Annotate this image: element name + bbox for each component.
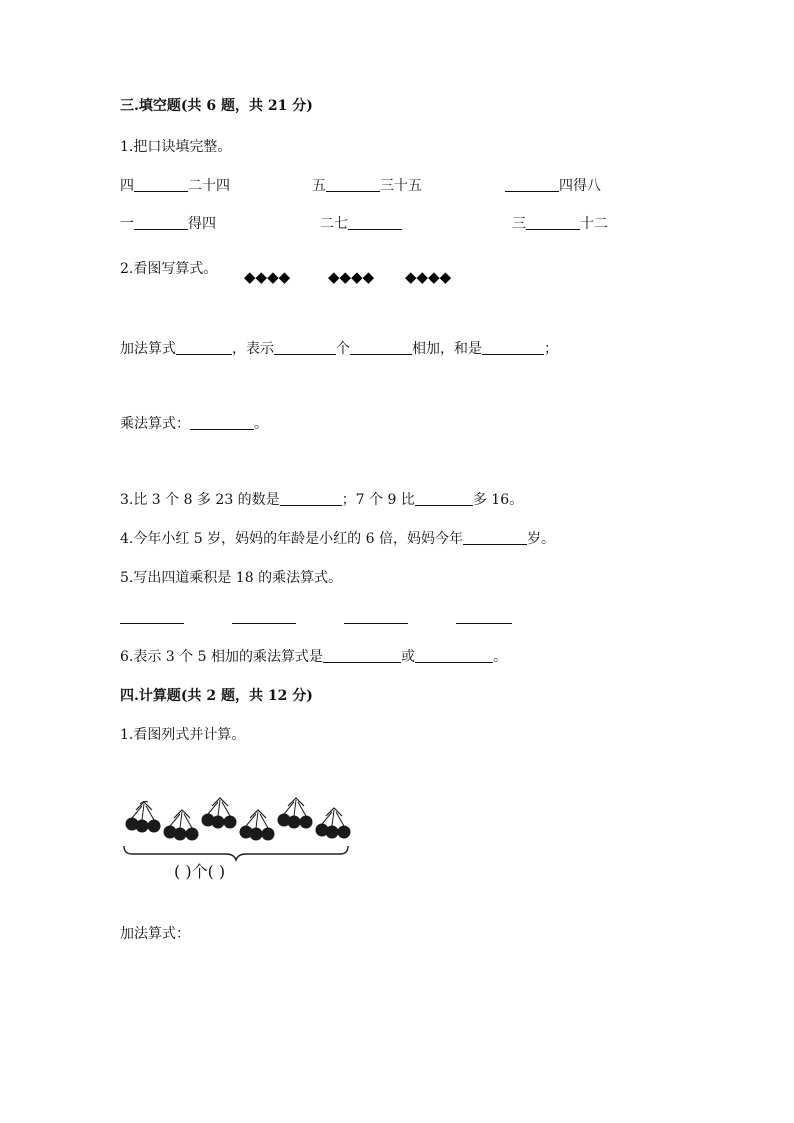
- calc-question-1-text: 1.看图列式并计算。: [120, 727, 246, 743]
- mnemonic-row2-item3: 三 十二: [512, 216, 608, 232]
- section-heading-calculation: 四.计算题(共 2 题，共 12 分): [120, 688, 313, 704]
- mnemonic-row1-item1: 四 二十四: [120, 178, 230, 194]
- answer-blank[interactable]: [350, 339, 412, 355]
- answer-blank[interactable]: [134, 176, 188, 192]
- addition-expression-line: 加法算式 ，表示 个 相加，和是 ；: [120, 341, 558, 357]
- answer-blank[interactable]: [274, 339, 336, 355]
- section-heading-fill-blank: 三.填空题(共 6 题，共 21 分): [120, 98, 313, 114]
- question-6: 6.表示 3 个 5 相加的乘法算式是 或 。: [120, 649, 507, 665]
- question-1-text: 1.把口诀填完整。: [120, 139, 232, 155]
- answer-blank[interactable]: [134, 214, 188, 230]
- answer-blank[interactable]: [280, 490, 342, 506]
- answer-blank[interactable]: [344, 608, 408, 624]
- answer-blank[interactable]: [463, 529, 527, 545]
- mnemonic-row1-item2: 五 三十五: [312, 178, 422, 194]
- mnemonic-row1-item3: 四得八: [505, 176, 601, 196]
- cherry-cluster-icon: [278, 798, 312, 828]
- addition-expression-label: 加法算式：: [120, 926, 190, 942]
- answer-blank[interactable]: [348, 214, 402, 230]
- answer-blank[interactable]: [190, 414, 254, 430]
- answer-blank[interactable]: [323, 647, 401, 663]
- diamond-group-1: ◆◆◆◆: [244, 268, 291, 286]
- curly-brace-icon: [124, 846, 348, 860]
- answer-blank[interactable]: [482, 339, 544, 355]
- cherry-cluster-icon: [202, 798, 236, 828]
- answer-blank[interactable]: [456, 608, 512, 624]
- answer-blank[interactable]: [326, 176, 380, 192]
- cherries-figure: [118, 796, 358, 886]
- answer-blank[interactable]: [176, 339, 232, 355]
- question-5-text: 5.写出四道乘积是 18 的乘法算式。: [120, 570, 343, 586]
- answer-blank[interactable]: [505, 176, 559, 192]
- figure-caption: ( )个( ): [174, 862, 226, 881]
- cherries-illustration: [118, 796, 358, 886]
- question-4: 4.今年小红 5 岁，妈妈的年龄是小红的 6 倍，妈妈今年 岁。: [120, 531, 555, 547]
- diamond-group-3: ◆◆◆◆: [405, 268, 452, 286]
- mnemonic-row2-item1: 一 得四: [120, 216, 216, 232]
- multiplication-expression-line: 乘法算式： 。: [120, 416, 268, 432]
- cherry-cluster-icon: [316, 808, 350, 838]
- answer-blank[interactable]: [415, 647, 493, 663]
- question-2-text: 2.看图写算式。: [120, 261, 218, 277]
- diamond-group-2: ◆◆◆◆: [328, 268, 375, 286]
- cherry-cluster-icon: [240, 810, 274, 840]
- answer-blank[interactable]: [415, 490, 473, 506]
- cherry-cluster-icon: [164, 810, 198, 840]
- answer-blank[interactable]: [120, 608, 184, 624]
- mnemonic-row2-item2: 二七: [320, 214, 402, 234]
- question-3: 3.比 3 个 8 多 23 的数是 ；7 个 9 比 多 16。: [120, 492, 524, 508]
- answer-blank[interactable]: [526, 214, 580, 230]
- answer-blank[interactable]: [232, 608, 296, 624]
- cherry-cluster-icon: [126, 801, 160, 832]
